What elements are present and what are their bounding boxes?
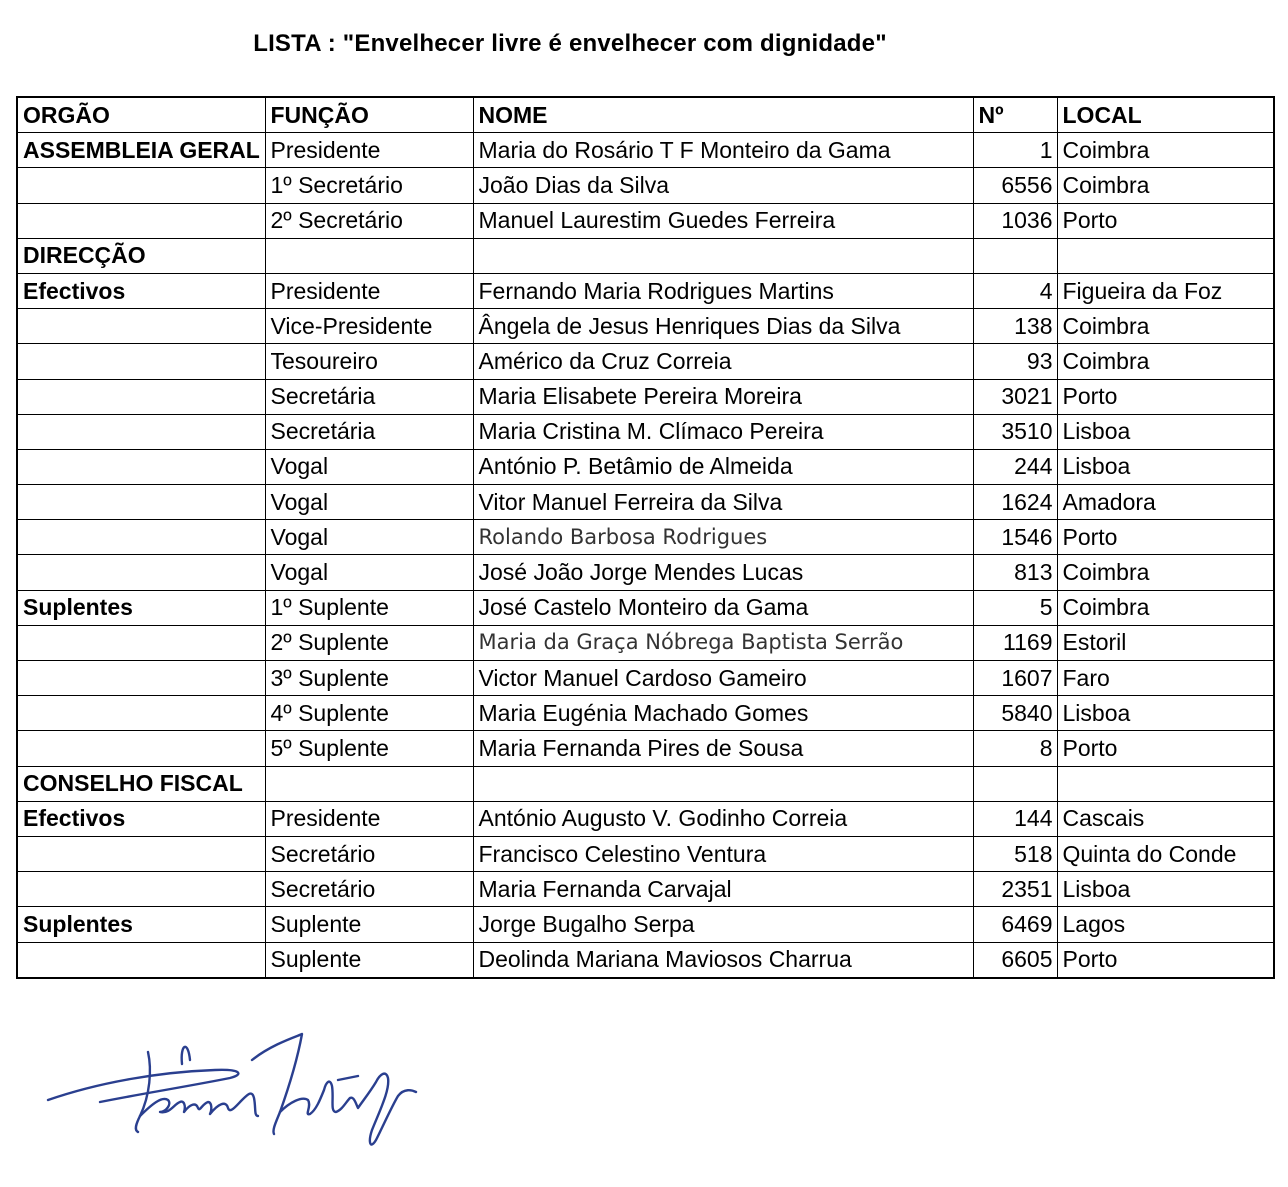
table-row [17,555,1274,590]
orgao-cell: Efectivos [17,273,265,308]
numero-cell: 144 [973,801,1057,836]
header-orgao: ORGÃO [17,97,265,133]
funcao-cell: Vice-Presidente [265,309,473,344]
orgao-cell [17,661,265,696]
local-cell: Coimbra [1057,344,1274,379]
table-row [17,133,1274,168]
header-numero: Nº [973,97,1057,133]
table-row [17,731,1274,766]
nome-cell: Maria do Rosário T F Monteiro da Gama [473,133,973,168]
local-cell: Porto [1057,203,1274,238]
local-cell: Quinta do Conde [1057,836,1274,871]
nome-cell: José João Jorge Mendes Lucas [473,555,973,590]
nome-cell: Vitor Manuel Ferreira da Silva [473,485,973,520]
table-row [17,907,1274,942]
funcao-cell: Secretária [265,379,473,414]
numero-cell: 3510 [973,414,1057,449]
orgao-cell [17,379,265,414]
numero-cell: 138 [973,309,1057,344]
funcao-cell: Presidente [265,133,473,168]
table-row [17,872,1274,907]
nome-cell: Deolinda Mariana Maviosos Charrua [473,942,973,978]
funcao-cell: 4º Suplente [265,696,473,731]
numero-cell: 813 [973,555,1057,590]
local-cell: Cascais [1057,801,1274,836]
funcao-cell [265,766,473,801]
funcao-cell: 2º Suplente [265,625,473,660]
numero-cell: 1607 [973,661,1057,696]
orgao-cell [17,555,265,590]
numero-cell: 5 [973,590,1057,625]
numero-cell: 1169 [973,625,1057,660]
local-cell: Coimbra [1057,309,1274,344]
orgao-cell [17,872,265,907]
funcao-cell: Presidente [265,801,473,836]
numero-cell: 6469 [973,907,1057,942]
local-cell: Coimbra [1057,590,1274,625]
nome-cell: Francisco Celestino Ventura [473,836,973,871]
orgao-cell [17,485,265,520]
nome-cell: Fernando Maria Rodrigues Martins [473,273,973,308]
nome-cell: Maria Fernanda Pires de Sousa [473,731,973,766]
nome-cell: João Dias da Silva [473,168,973,203]
local-cell: Porto [1057,731,1274,766]
funcao-cell: Secretário [265,836,473,871]
table-row [17,238,1274,273]
candidate-list-table [16,96,1275,979]
funcao-cell: Presidente [265,273,473,308]
orgao-cell [17,942,265,978]
numero-cell: 3021 [973,379,1057,414]
orgao-cell: Suplentes [17,590,265,625]
orgao-cell [17,414,265,449]
numero-cell: 6556 [973,168,1057,203]
table-header-row [17,97,1274,133]
nome-cell: Américo da Cruz Correia [473,344,973,379]
table-row [17,273,1274,308]
nome-cell: Maria Eugénia Machado Gomes [473,696,973,731]
nome-cell: Maria Fernanda Carvajal [473,872,973,907]
orgao-cell [17,520,265,555]
nome-cell: Rolando Barbosa Rodrigues [473,520,973,555]
local-cell: Coimbra [1057,555,1274,590]
table-row [17,379,1274,414]
orgao-cell [17,836,265,871]
local-cell [1057,766,1274,801]
table-row [17,520,1274,555]
funcao-cell: Vogal [265,520,473,555]
numero-cell: 1546 [973,520,1057,555]
orgao-cell [17,309,265,344]
orgao-cell [17,449,265,484]
numero-cell: 1 [973,133,1057,168]
local-cell [1057,238,1274,273]
funcao-cell: Tesoureiro [265,344,473,379]
handwritten-signature [40,1020,480,1170]
local-cell: Porto [1057,520,1274,555]
orgao-cell [17,344,265,379]
orgao-cell: CONSELHO FISCAL [17,766,265,801]
table-row [17,449,1274,484]
local-cell: Coimbra [1057,168,1274,203]
local-cell: Porto [1057,379,1274,414]
table-row [17,309,1274,344]
local-cell: Figueira da Foz [1057,273,1274,308]
nome-cell: José Castelo Monteiro da Gama [473,590,973,625]
numero-cell: 93 [973,344,1057,379]
numero-cell: 518 [973,836,1057,871]
funcao-cell [265,238,473,273]
document-title: LISTA : "Envelhecer livre é envelhecer com dignidade" [253,30,887,57]
table-row [17,625,1274,660]
orgao-cell [17,625,265,660]
local-cell: Porto [1057,942,1274,978]
table-row [17,801,1274,836]
funcao-cell: Secretário [265,872,473,907]
numero-cell: 5840 [973,696,1057,731]
nome-cell: Jorge Bugalho Serpa [473,907,973,942]
funcao-cell: 5º Suplente [265,731,473,766]
funcao-cell: Vogal [265,449,473,484]
funcao-cell: 3º Suplente [265,661,473,696]
table-row [17,414,1274,449]
local-cell: Coimbra [1057,133,1274,168]
orgao-cell [17,696,265,731]
nome-cell: Ângela de Jesus Henriques Dias da Silva [473,309,973,344]
local-cell: Lisboa [1057,449,1274,484]
funcao-cell: Vogal [265,485,473,520]
nome-cell: Victor Manuel Cardoso Gameiro [473,661,973,696]
table-row [17,485,1274,520]
orgao-cell [17,203,265,238]
funcao-cell: Vogal [265,555,473,590]
local-cell: Lagos [1057,907,1274,942]
header-local: LOCAL [1057,97,1274,133]
header-nome: NOME [473,97,973,133]
funcao-cell: Secretária [265,414,473,449]
table-row [17,942,1274,978]
funcao-cell: Suplente [265,907,473,942]
nome-cell: António P. Betâmio de Almeida [473,449,973,484]
funcao-cell: 1º Secretário [265,168,473,203]
numero-cell: 4 [973,273,1057,308]
orgao-cell [17,731,265,766]
table-row [17,696,1274,731]
local-cell: Lisboa [1057,696,1274,731]
local-cell: Lisboa [1057,872,1274,907]
nome-cell [473,766,973,801]
numero-cell [973,238,1057,273]
orgao-cell: Efectivos [17,801,265,836]
numero-cell: 6605 [973,942,1057,978]
local-cell: Faro [1057,661,1274,696]
table-row [17,590,1274,625]
numero-cell: 1624 [973,485,1057,520]
numero-cell [973,766,1057,801]
orgao-cell: DIRECÇÃO [17,238,265,273]
nome-cell: Manuel Laurestim Guedes Ferreira [473,203,973,238]
local-cell: Lisboa [1057,414,1274,449]
local-cell: Amadora [1057,485,1274,520]
numero-cell: 8 [973,731,1057,766]
table-row [17,344,1274,379]
funcao-cell: 1º Suplente [265,590,473,625]
table-row [17,203,1274,238]
funcao-cell: 2º Secretário [265,203,473,238]
orgao-cell [17,168,265,203]
numero-cell: 244 [973,449,1057,484]
table-row [17,766,1274,801]
nome-cell: Maria da Graça Nóbrega Baptista Serrão [473,625,973,660]
numero-cell: 1036 [973,203,1057,238]
nome-cell: Maria Cristina M. Clímaco Pereira [473,414,973,449]
nome-cell: Maria Elisabete Pereira Moreira [473,379,973,414]
table-row [17,836,1274,871]
table-row [17,661,1274,696]
header-funcao: FUNÇÃO [265,97,473,133]
orgao-cell: ASSEMBLEIA GERAL [17,133,265,168]
orgao-cell: Suplentes [17,907,265,942]
numero-cell: 2351 [973,872,1057,907]
table-row [17,168,1274,203]
local-cell: Estoril [1057,625,1274,660]
funcao-cell: Suplente [265,942,473,978]
nome-cell: António Augusto V. Godinho Correia [473,801,973,836]
nome-cell [473,238,973,273]
